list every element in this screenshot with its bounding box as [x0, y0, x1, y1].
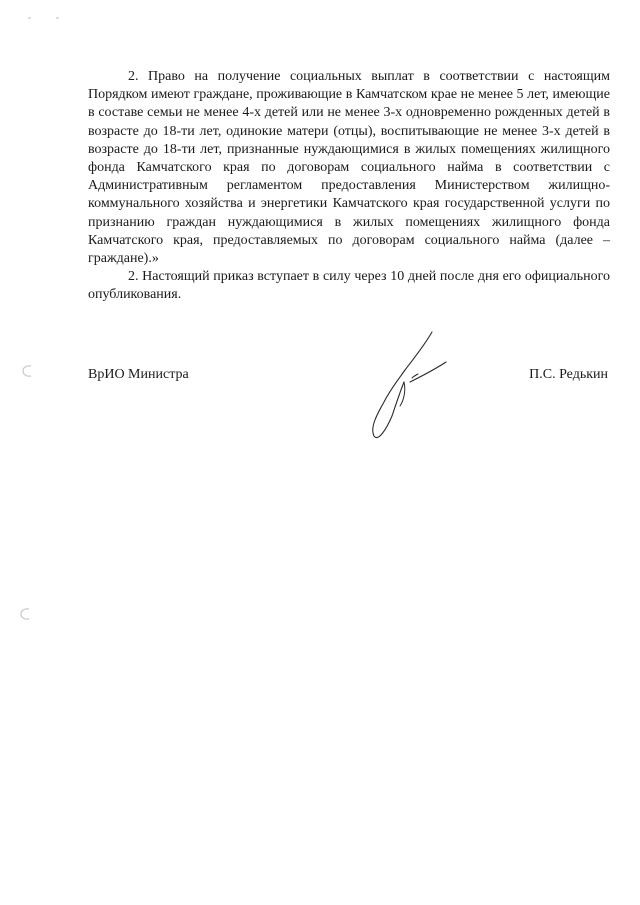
binding-hole-mark-upper	[20, 363, 36, 379]
paragraph-social-payments: 2. Право на получение социальных выплат в соответствии с настоящим Порядком имеют граждане, проживающие в Камчатском крае не менее 5 лет, имеющие в составе семьи не менее 4-х детей или не менее 3-х одновременно рожденных детей в возрасте до 18-ти лет, одинокие матери (отцы), воспитывающие не менее 3-х детей в возрасте до 18-ти лет, признанные нуждающимися в жилых помещениях жилищного фонда Камчатского края по договорам социального найма в соответствии с Административным регламентом предоставления Министерством жилищно-коммунального хозяйства и энергетики Камчатского края государственной услуги по признанию граждан нуждающимися в жилых помещениях жилищного фонда Камчатского края, предоставляемых по договорам социального найма (далее – граждане).»	[88, 69, 610, 267]
signature-block	[88, 367, 608, 387]
paragraph-effective-date: 2. Настоящий приказ вступает в силу через 10 дней после дня его официального опубликования.	[88, 269, 610, 303]
binding-hole-mark-lower	[18, 606, 34, 622]
document-body	[88, 68, 610, 305]
signatory-name: П.С. Редькин	[529, 367, 608, 382]
signatory-title: ВрИО Министра	[88, 367, 189, 382]
scan-corner-mark	[26, 16, 62, 20]
handwritten-signature	[350, 330, 460, 440]
